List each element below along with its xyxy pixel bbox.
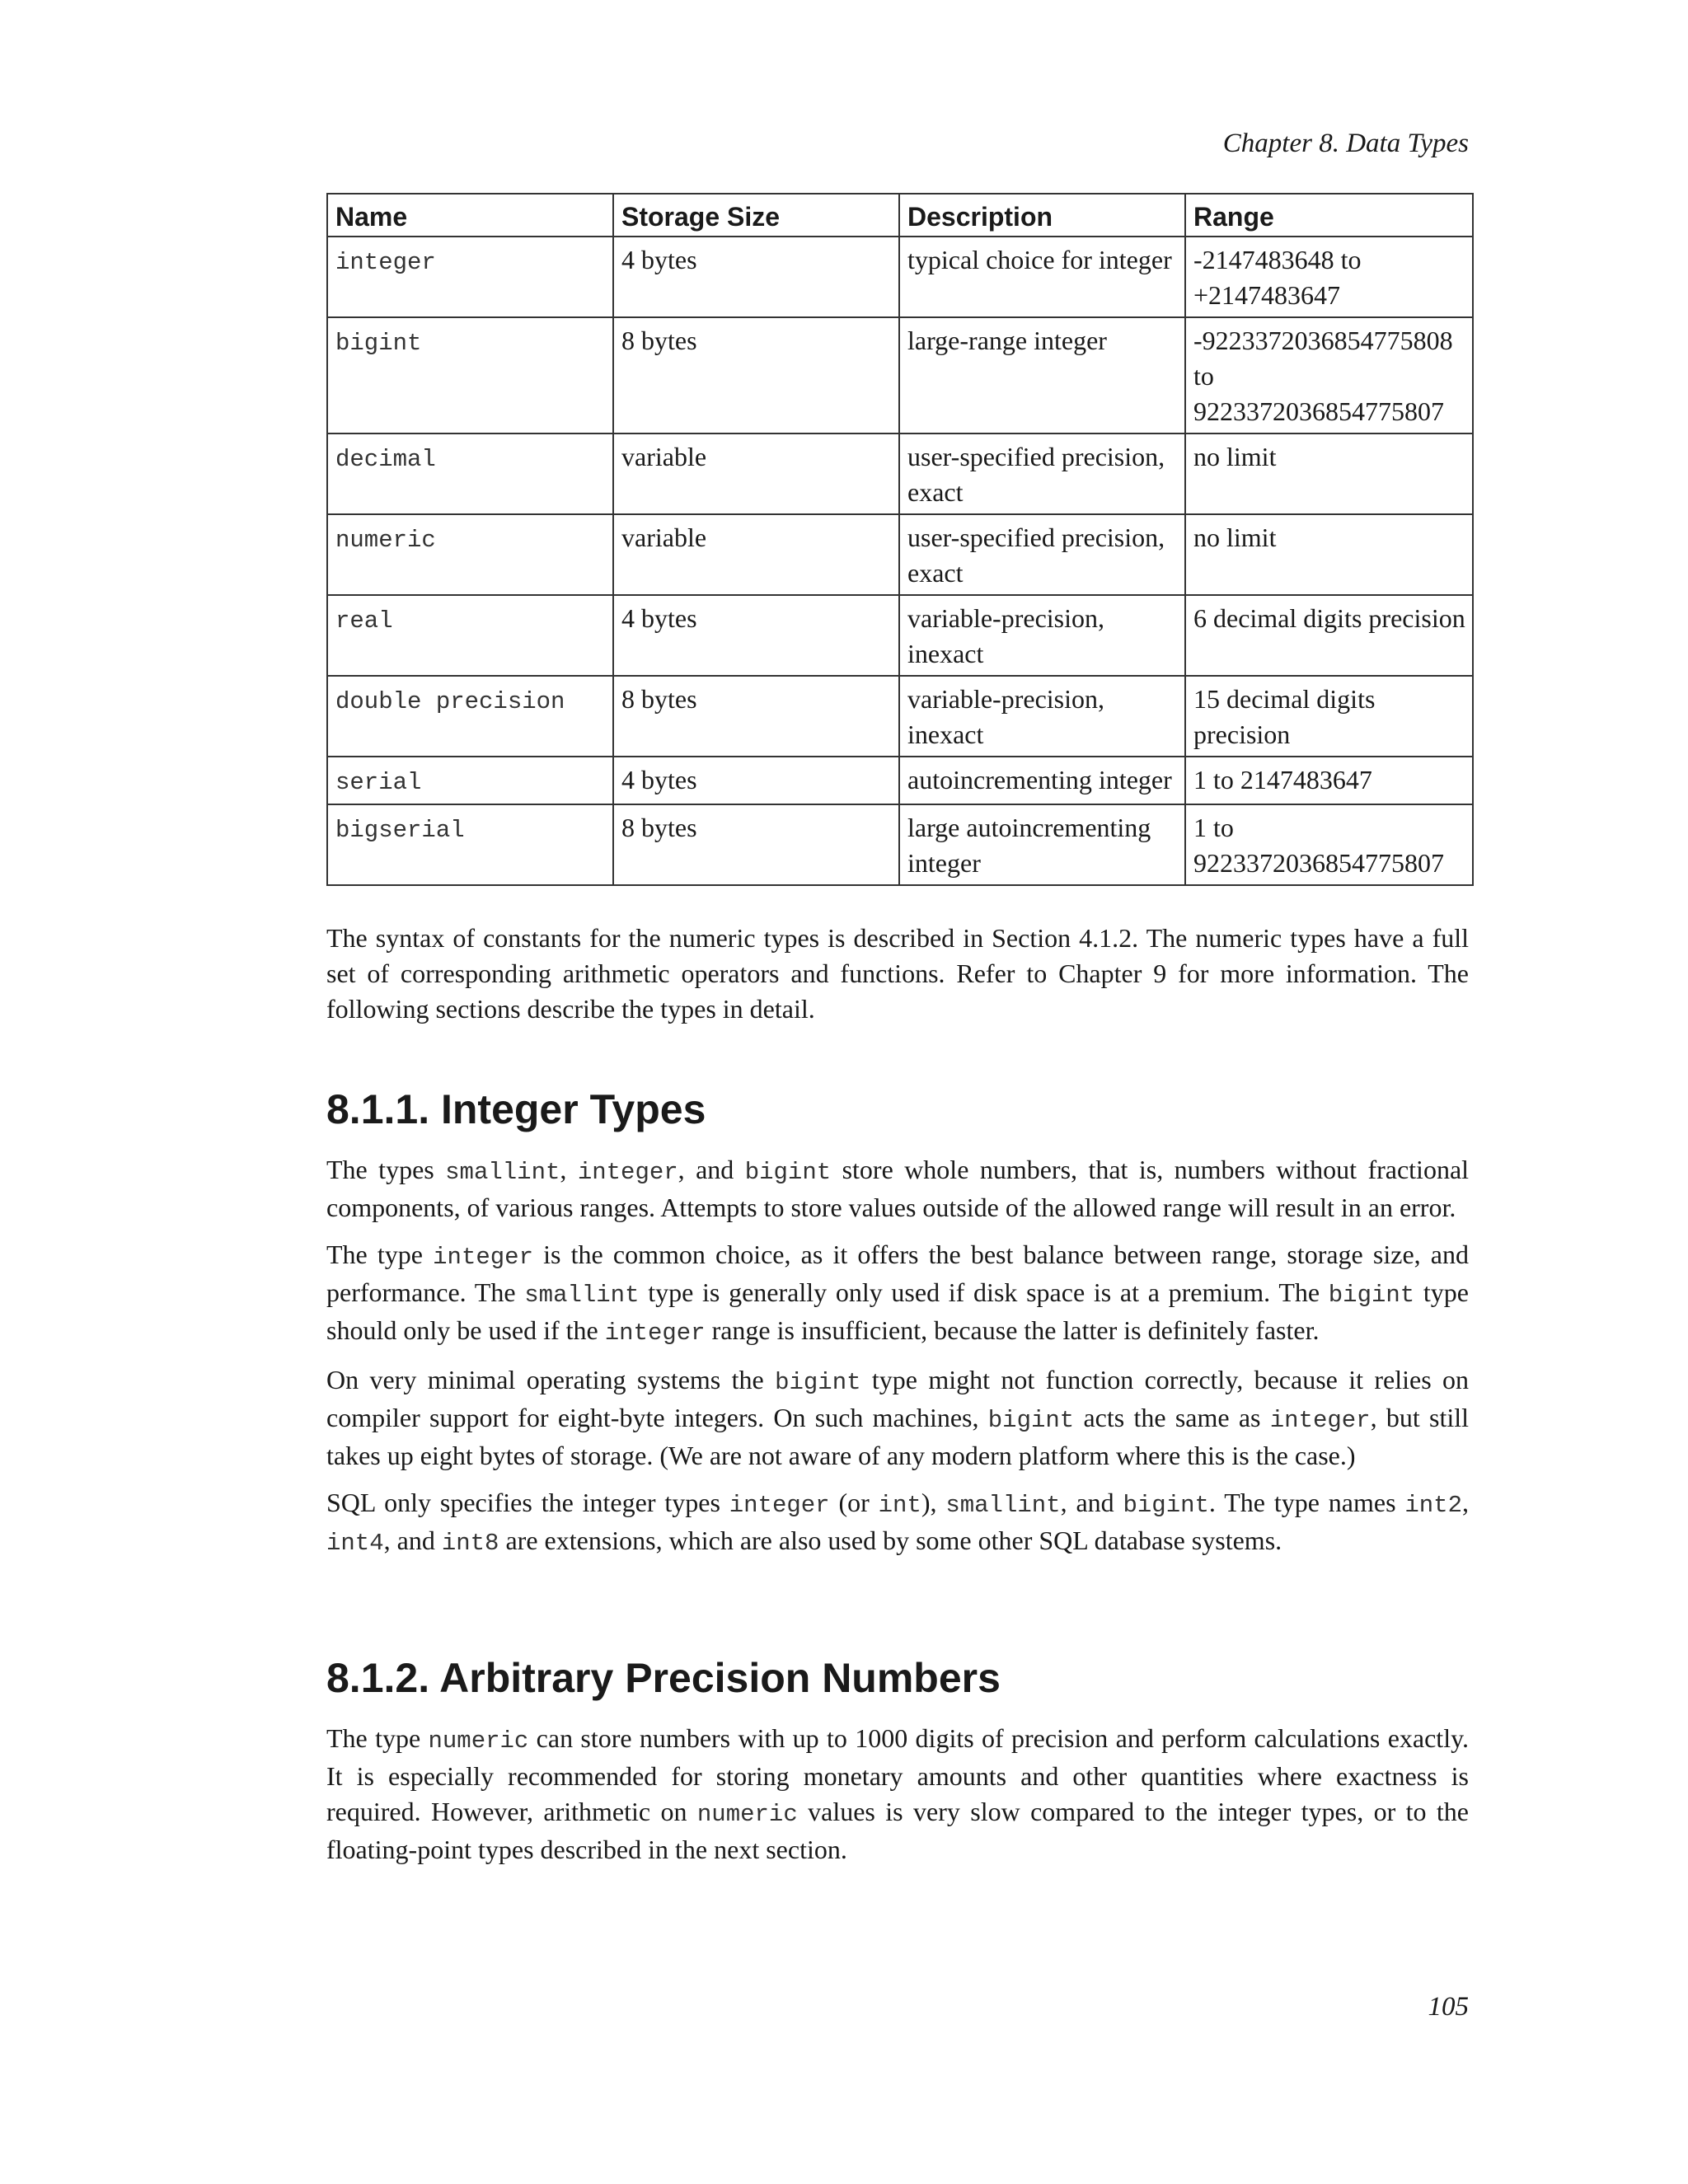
text-run: , (560, 1155, 578, 1184)
inline-code: int8 (441, 1530, 499, 1557)
inline-code: numeric (696, 1801, 798, 1828)
text-run: is the common choice, as it offers the best balance between range, storage size, and performance. The (326, 1240, 1470, 1307)
column-header-name: Name (327, 194, 613, 237)
inline-code: int2 (1404, 1492, 1462, 1519)
paragraph (326, 1721, 1469, 1868)
type-name: integer (335, 249, 436, 276)
cell-range: 6 decimal digits precision (1185, 595, 1473, 676)
table-row (327, 757, 1473, 804)
paragraph (326, 1152, 1469, 1226)
cell-description: large-range integer (899, 317, 1185, 434)
table-row (327, 434, 1473, 514)
table-header-row (327, 194, 1473, 237)
intro-paragraph: The syntax of constants for the numeric types is described in Section 4.1.2. The numeric types have a full set of corresponding arithmetic operators and functions. Refer to Chapter 9 for more information. The following sections describe the types in detail. (326, 923, 1469, 1024)
inline-code: smallint (445, 1159, 560, 1186)
cell-description: autoincrementing integer (899, 757, 1185, 804)
paragraph (326, 1237, 1469, 1351)
text-run: , (1462, 1488, 1469, 1517)
text-run: type is generally only used if disk space is at a premium. The (639, 1277, 1329, 1307)
cell-range: 1 to 9223372036854775807 (1185, 804, 1473, 885)
cell-name (327, 237, 613, 317)
arbitrary-precision-section (326, 1721, 1469, 1868)
cell-range: -9223372036854775808 to 9223372036854775807 (1185, 317, 1473, 434)
cell-range: -2147483648 to +2147483647 (1185, 237, 1473, 317)
inline-code: smallint (524, 1282, 640, 1309)
text-run: can store numbers with up to 1000 digits of precision and perform calculations exactly. It is especially recommended for storing monetary amounts and other quantities where exactness is required. However, arithmetic on (326, 1723, 1469, 1826)
cell-size: 4 bytes (613, 237, 899, 317)
text-run: , and (383, 1526, 442, 1555)
cell-size: 8 bytes (613, 317, 899, 434)
table-row (327, 317, 1473, 434)
inline-code: bigint (1328, 1282, 1415, 1309)
type-name: real (335, 607, 393, 635)
section-heading-arbitrary-precision: 8.1.2. Arbitrary Precision Numbers (326, 1655, 1001, 1701)
paragraph (326, 1362, 1469, 1474)
inline-code: smallint (945, 1492, 1061, 1519)
cell-name (327, 804, 613, 885)
text-run: type might not function correctly, because it relies on compiler support for eight-byte integers. On such machines, (326, 1365, 1470, 1432)
table-row (327, 676, 1473, 757)
cell-size: 8 bytes (613, 676, 899, 757)
table-row (327, 595, 1473, 676)
type-name: double precision (335, 688, 565, 715)
inline-code: int (878, 1492, 921, 1519)
cell-size: variable (613, 514, 899, 595)
inline-code: bigint (1123, 1492, 1209, 1519)
cell-name (327, 317, 613, 434)
type-name: serial (335, 769, 422, 796)
text-run: type should only be used if the (326, 1277, 1470, 1345)
cell-name (327, 595, 613, 676)
inline-code: int4 (326, 1530, 384, 1557)
column-header-description: Description (899, 194, 1185, 237)
text-run: acts the same as (1074, 1403, 1270, 1432)
text-run: On very minimal operating systems the (326, 1365, 776, 1394)
cell-description: typical choice for integer (899, 237, 1185, 317)
text-run: . The type names (1208, 1488, 1405, 1517)
section-heading-integer-types: 8.1.1. Integer Types (326, 1086, 706, 1132)
inline-code: bigint (775, 1369, 861, 1396)
cell-range: no limit (1185, 434, 1473, 514)
inline-code: integer (433, 1244, 533, 1271)
cell-description: variable-precision, inexact (899, 595, 1185, 676)
column-header-range: Range (1185, 194, 1473, 237)
text-run: (or (829, 1488, 879, 1517)
text-run: , but still takes up eight bytes of storage. (We are not aware of any modern platform where this is the case.) (326, 1403, 1470, 1470)
type-name: decimal (335, 446, 436, 473)
cell-name (327, 514, 613, 595)
cell-size: variable (613, 434, 899, 514)
text-run: , and (678, 1155, 745, 1184)
cell-description: large autoincrementing integer (899, 804, 1185, 885)
paragraph (326, 1485, 1469, 1561)
text-run: The types (326, 1155, 446, 1184)
type-name: bigserial (335, 817, 465, 844)
column-header-storage-size: Storage Size (613, 194, 899, 237)
cell-description: user-specified precision, exact (899, 514, 1185, 595)
table-row (327, 237, 1473, 317)
inline-code: integer (577, 1159, 678, 1186)
running-header: Chapter 8. Data Types (1222, 129, 1469, 158)
numeric-types-table (326, 193, 1474, 886)
inline-code: bigint (744, 1159, 832, 1186)
cell-range: no limit (1185, 514, 1473, 595)
inline-code: integer (1269, 1407, 1371, 1434)
cell-size: 4 bytes (613, 595, 899, 676)
cell-size: 8 bytes (613, 804, 899, 885)
text-run: are extensions, which are also used by some other SQL database systems. (499, 1526, 1282, 1555)
cell-range: 1 to 2147483647 (1185, 757, 1473, 804)
text-run: ), (921, 1488, 946, 1517)
text-run: The type (326, 1240, 434, 1269)
cell-description: variable-precision, inexact (899, 676, 1185, 757)
text-run: SQL only specifies the integer types (326, 1488, 729, 1517)
page-number: 105 (1428, 1992, 1469, 2022)
inline-code: bigint (987, 1407, 1075, 1434)
inline-code: numeric (428, 1727, 529, 1755)
cell-name (327, 757, 613, 804)
text-run: store whole numbers, that is, numbers without fractional components, of various ranges. Attempts to store values outside of the allowed range will result in an error. (326, 1155, 1470, 1222)
text-run: The type (326, 1723, 429, 1753)
text-run: range is insufficient, because the latter is definitely faster. (705, 1315, 1320, 1345)
cell-range: 15 decimal digits precision (1185, 676, 1473, 757)
text-run: , and (1060, 1488, 1123, 1517)
table-row (327, 804, 1473, 885)
cell-size: 4 bytes (613, 757, 899, 804)
type-name: bigint (335, 330, 422, 357)
integer-types-section (326, 1152, 1469, 1572)
type-name: numeric (335, 527, 436, 554)
cell-name (327, 434, 613, 514)
table-row (327, 514, 1473, 595)
cell-description: user-specified precision, exact (899, 434, 1185, 514)
inline-code: integer (604, 1319, 706, 1347)
text-run: values is very slow compared to the integer types, or to the floating-point types described in the next section. (326, 1797, 1470, 1864)
inline-code: integer (729, 1492, 830, 1519)
cell-name (327, 676, 613, 757)
